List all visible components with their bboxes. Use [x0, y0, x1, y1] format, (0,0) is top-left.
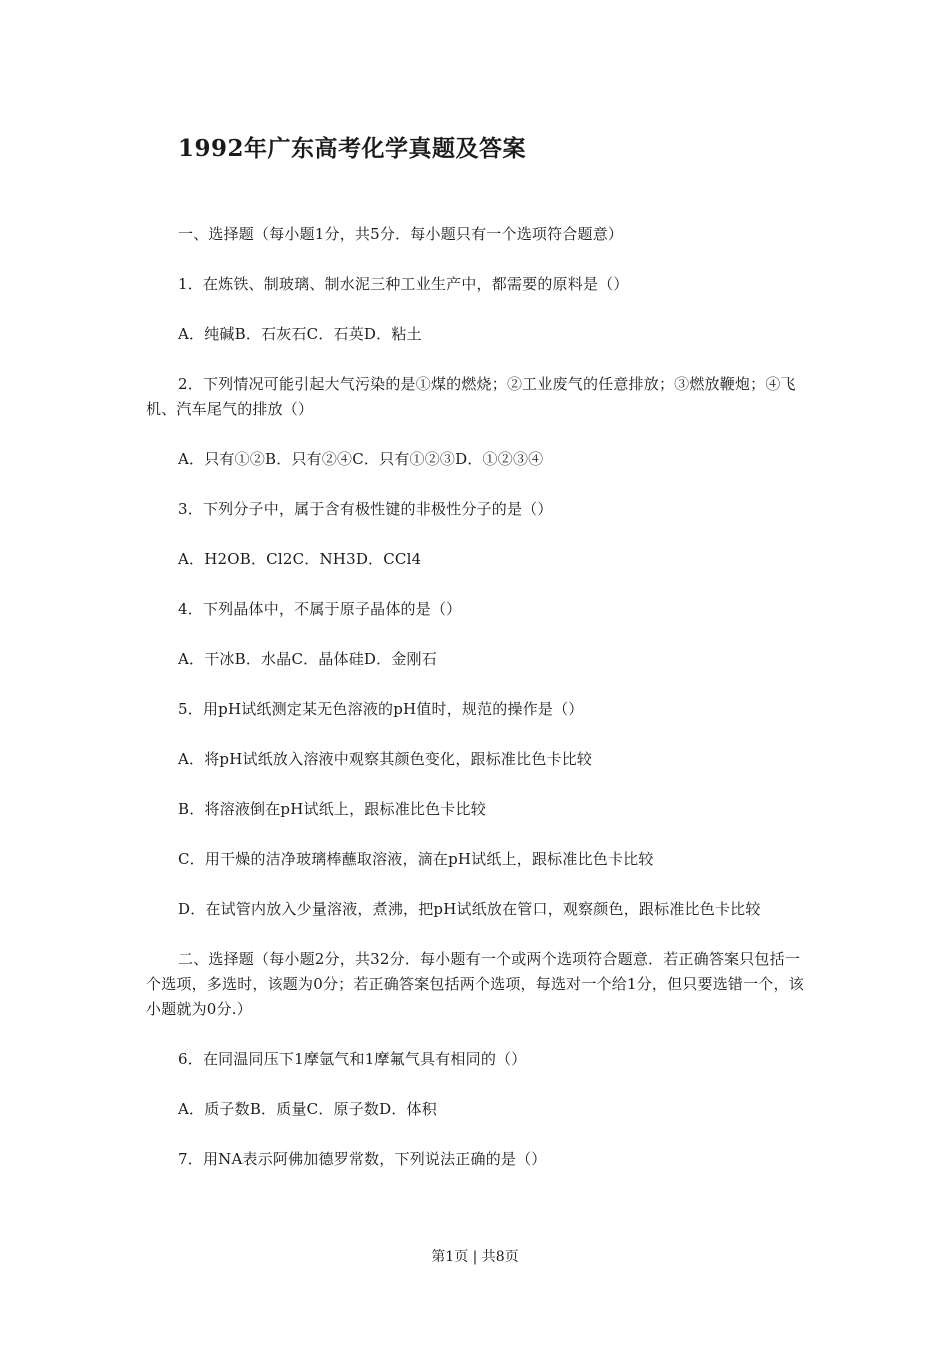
question-5: 5．用pH试纸测定某无色溶液的pH值时，规范的操作是（） [178, 700, 584, 718]
document-body [146, 222, 812, 1197]
question-6-options: A．质子数B．质量C．原子数D．体积 [178, 1100, 437, 1118]
section-heading-1: 一、选择题（每小题1分，共5分．每小题只有一个选项符合题意） [178, 225, 624, 243]
question-3: 3．下列分子中，属于含有极性键的非极性分子的是（） [178, 500, 553, 518]
question-3-options: A．H2OB．Cl2C．NH3D．CCl4 [178, 550, 422, 568]
question-2-options: A．只有①②B．只有②④C．只有①②③D．①②③④ [178, 450, 544, 468]
question-2: 2．下列情况可能引起大气污染的是①煤的燃烧；②工业废气的任意排放；③燃放鞭炮；④飞机、汽车尾气的排放（） [146, 375, 796, 418]
question-5-option-b: B．将溶液倒在pH试纸上，跟标准比色卡比较 [178, 800, 486, 818]
question-4-options: A．干冰B．水晶C．晶体硅D．金刚石 [178, 650, 437, 668]
question-5-option-c: C．用干燥的洁净玻璃棒蘸取溶液，滴在pH试纸上，跟标准比色卡比较 [178, 850, 654, 868]
page-footer: 第1页 | 共8页 [431, 1249, 519, 1265]
question-1-options: A．纯碱B．石灰石C．石英D．粘土 [178, 325, 422, 343]
question-5-option-d: D．在试管内放入少量溶液，煮沸，把pH试纸放在管口，观察颜色，跟标准比色卡比较 [178, 900, 761, 918]
question-6: 6．在同温同压下1摩氩气和1摩氟气具有相同的（） [178, 1050, 527, 1068]
question-1: 1．在炼铁、制玻璃、制水泥三种工业生产中，都需要的原料是（） [178, 275, 629, 293]
page-title: 1992年广东高考化学真题及答案 [178, 135, 527, 162]
question-7: 7．用NA表示阿佛加德罗常数，下列说法正确的是（） [178, 1150, 547, 1168]
question-5-option-a: A．将pH试纸放入溶液中观察其颜色变化，跟标准比色卡比较 [178, 750, 593, 768]
section-heading-2: 二、选择题（每小题2分，共32分．每小题有一个或两个选项符合题意．若正确答案只包括一个选项，多选时，该题为0分；若正确答案包括两个选项，每选对一个给1分，但只要选错一个，该小题就为0分.） [146, 950, 804, 1018]
question-4: 4．下列晶体中，不属于原子晶体的是（） [178, 600, 462, 618]
